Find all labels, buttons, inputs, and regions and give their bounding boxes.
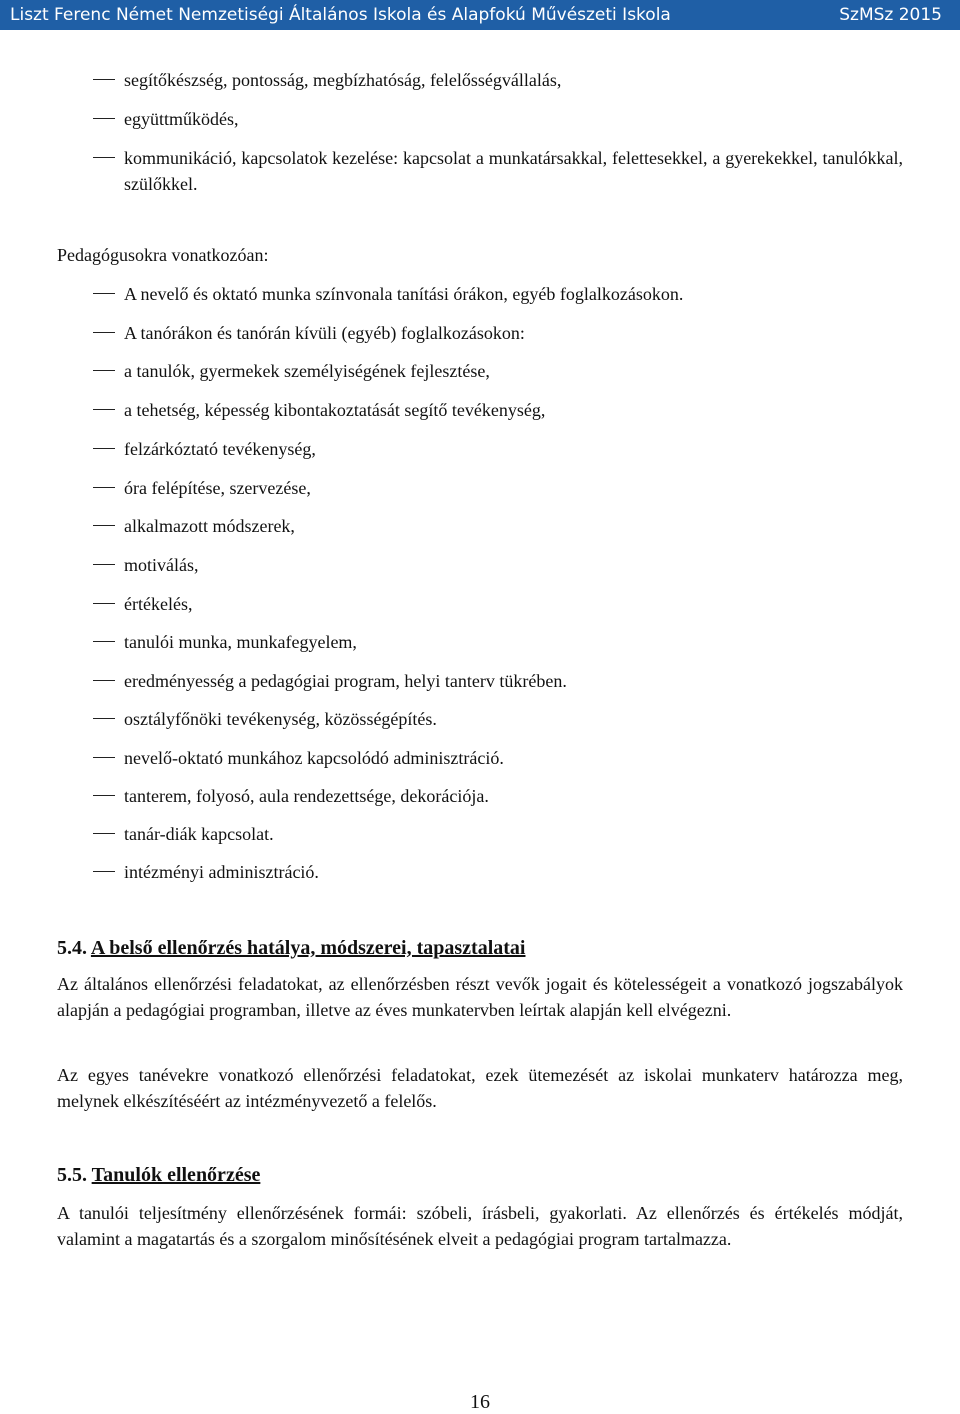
list-item: tanár-diák kapcsolat.: [57, 821, 903, 847]
list-item: felzárkóztató tevékenység,: [57, 436, 903, 462]
dash-bullet-icon: [93, 448, 115, 449]
section-5-4-paragraph-2: Az egyes tanévekre vonatkozó ellenőrzési feladatokat, ezek ütemezését az iskolai munkaterv határozza meg, melynek elkészítéséért az intézményvezető a felelős.: [57, 1065, 903, 1111]
section-number: 5.4.: [57, 937, 87, 959]
dash-bullet-icon: [93, 409, 115, 410]
pedagogues-label: Pedagógusokra vonatkozóan:: [57, 245, 269, 265]
header-doc-code: SzMSz 2015: [839, 5, 942, 25]
list-item: motiválás,: [57, 552, 903, 578]
dash-bullet-icon: [93, 603, 115, 604]
page-number: 16: [470, 1391, 490, 1413]
list-item: kommunikáció, kapcsolatok kezelése: kapcsolat a munkatársakkal, felettesekkel, a gyerekekkel, tanulókkal, szülőkkel.: [57, 145, 903, 197]
dash-bullet-icon: [93, 871, 115, 872]
list-item: A nevelő és oktató munka színvonala tanítási órákon, egyéb foglalkozásokon.: [57, 281, 903, 307]
dash-bullet-icon: [93, 79, 115, 80]
dash-bullet-icon: [93, 564, 115, 565]
header-school-name: Liszt Ferenc Német Nemzetiségi Általános Iskola és Alapfokú Művészeti Iskola: [10, 5, 671, 25]
dash-bullet-icon: [93, 293, 115, 294]
section-5-5-paragraph-1: A tanulói teljesítmény ellenőrzésének formái: szóbeli, írásbeli, gyakorlati. Az ellenőrzés és értékelés módját, valamint a magatartás és a szorgalom minősítésének elveit a pedagógiai program tartalmazza.: [57, 1203, 903, 1249]
dash-bullet-icon: [93, 370, 115, 371]
dash-bullet-icon: [93, 680, 115, 681]
list-item: A tanórákon és tanórán kívüli (egyéb) foglalkozásokon:: [57, 320, 903, 346]
list-item: a tehetség, képesség kibontakoztatását segítő tevékenység,: [57, 397, 903, 423]
list-item: alkalmazott módszerek,: [57, 513, 903, 539]
dash-bullet-icon: [93, 718, 115, 719]
section-heading-5-5: [57, 1162, 903, 1188]
dash-bullet-icon: [93, 525, 115, 526]
dash-bullet-icon: [93, 833, 115, 834]
dash-bullet-icon: [93, 757, 115, 758]
list-item: nevelő-oktató munkához kapcsolódó adminisztráció.: [57, 745, 903, 771]
dash-bullet-icon: [93, 118, 115, 119]
list-item: a tanulók, gyermekek személyiségének fejlesztése,: [57, 358, 903, 384]
section-title: Tanulók ellenőrzése: [91, 1164, 261, 1186]
list-item: óra felépítése, szervezése,: [57, 475, 903, 501]
list-item: tanulói munka, munkafegyelem,: [57, 629, 903, 655]
section-number: 5.5.: [57, 1164, 87, 1186]
dash-bullet-icon: [93, 332, 115, 333]
list-item: osztályfőnöki tevékenység, közösségépítés.: [57, 706, 903, 732]
list-item: segítőkészség, pontosság, megbízhatóság, felelősségvállalás,: [57, 67, 903, 93]
list-item: együttműködés,: [57, 106, 903, 132]
page-header: [0, 0, 960, 30]
section-heading-5-4: [57, 935, 903, 961]
list-item: eredményesség a pedagógiai program, helyi tanterv tükrében.: [57, 668, 903, 694]
dash-bullet-icon: [93, 157, 115, 158]
list-item: intézményi adminisztráció.: [57, 859, 903, 885]
section-title: A belső ellenőrzés hatálya, módszerei, tapasztalatai: [90, 937, 526, 959]
section-5-4-paragraph-1: Az általános ellenőrzési feladatokat, az ellenőrzésben részt vevők jogait és kötelességeit a vonatkozó jogszabályok alapján a pedagógiai programban, illetve az éves munkatervben leírtak alapján kell elvégezni.: [57, 974, 903, 1020]
list-item: tanterem, folyosó, aula rendezettsége, dekorációja.: [57, 783, 903, 809]
dash-bullet-icon: [93, 795, 115, 796]
list-item: értékelés,: [57, 591, 903, 617]
dash-bullet-icon: [93, 641, 115, 642]
dash-bullet-icon: [93, 487, 115, 488]
